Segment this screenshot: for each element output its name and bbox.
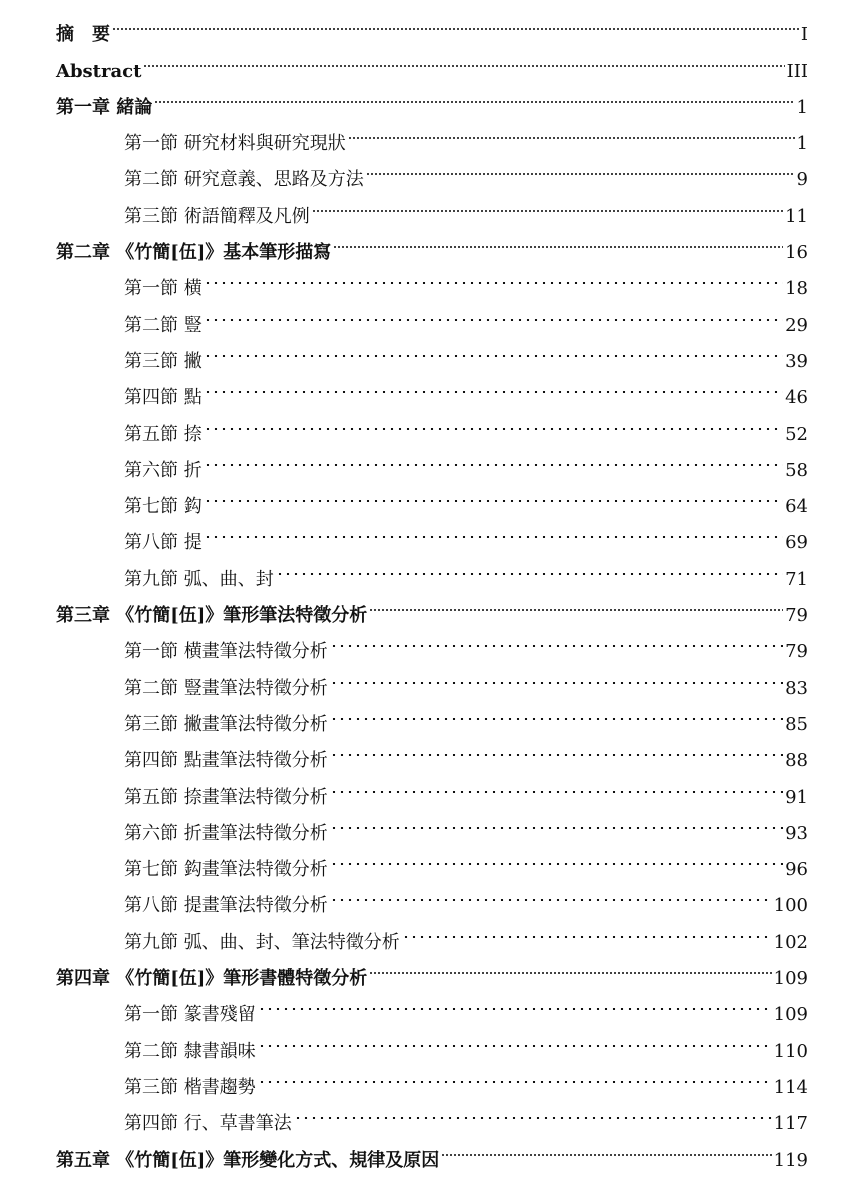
toc-entry[interactable] — [56, 585, 808, 627]
toc-entry[interactable] — [56, 77, 808, 118]
toc-entry-page: 102 — [773, 931, 808, 953]
toc-entry[interactable] — [56, 548, 808, 590]
dot-leader — [333, 222, 783, 258]
toc-entry[interactable] — [56, 1129, 808, 1171]
toc-entry[interactable] — [56, 4, 808, 46]
toc-entry-page: 1 — [796, 96, 808, 118]
toc-entry-title: 第三章 《竹簡[伍]》筆形筆法特徵分析 — [56, 605, 368, 627]
toc-entry[interactable] — [56, 149, 808, 191]
dot-leader — [143, 40, 784, 76]
toc-entry-title: 第一節 篆書殘留 — [124, 1004, 256, 1026]
toc-entry-title: 第二章 《竹簡[伍]》基本筆形描寫 — [56, 242, 332, 264]
toc-entry-title: 摘 要 — [56, 24, 110, 46]
toc-entry-page: 109 — [773, 968, 808, 990]
toc-entry-title: 第二節 研究意義、思路及方法 — [124, 169, 364, 191]
toc-entry-page: 39 — [785, 350, 808, 372]
toc-entry[interactable] — [56, 621, 808, 663]
toc-entry-title: 第三節 術語簡釋及凡例 — [124, 205, 310, 227]
toc-entry-page: 83 — [785, 677, 808, 699]
toc-entry[interactable] — [56, 1093, 808, 1135]
toc-entry-page: 16 — [785, 242, 808, 264]
dot-leader — [330, 766, 783, 802]
toc-entry-title: 第二節 豎 — [124, 314, 202, 336]
toc-entry[interactable] — [56, 113, 808, 155]
dot-leader — [330, 839, 783, 875]
toc-entry-page: 18 — [785, 278, 808, 300]
toc-entry-title: 第三節 楷書趨勢 — [124, 1076, 256, 1098]
toc-entry[interactable] — [56, 657, 808, 699]
toc-entry-title: 第四章 《竹簡[伍]》筆形書體特徵分析 — [56, 968, 368, 990]
toc-entry-page: 96 — [785, 859, 808, 881]
dot-leader — [312, 185, 783, 221]
dot-leader — [258, 1020, 772, 1056]
dot-leader — [441, 1129, 771, 1165]
dot-leader — [330, 621, 783, 657]
dot-leader — [204, 367, 783, 403]
toc-entry-page: 71 — [785, 568, 808, 590]
toc-entry-page: 88 — [785, 750, 808, 772]
dot-leader — [330, 803, 783, 839]
dot-leader — [258, 984, 772, 1020]
toc-entry-title: 第一章 緒論 — [56, 96, 153, 118]
toc-entry[interactable] — [56, 984, 808, 1026]
toc-entry-title: 第三節 撇 — [124, 350, 202, 372]
dot-leader — [204, 258, 783, 294]
toc-entry-page: 85 — [785, 713, 808, 735]
dot-leader — [330, 730, 783, 766]
toc-entry-title: 第八節 提 — [124, 532, 202, 554]
toc-entry[interactable] — [56, 440, 808, 481]
toc-entry[interactable] — [56, 1020, 808, 1062]
toc-entry-page: I — [800, 24, 808, 46]
toc-entry-title: 第四節 點畫筆法特徵分析 — [124, 750, 328, 772]
dot-leader — [330, 694, 783, 730]
dot-leader — [276, 548, 783, 584]
toc-entry-page: 79 — [785, 605, 808, 627]
toc-entry-title: 第二節 豎畫筆法特徵分析 — [124, 677, 328, 699]
toc-entry-page: 1 — [796, 133, 808, 155]
dot-leader — [204, 403, 783, 439]
toc-entry[interactable] — [56, 512, 808, 554]
dot-leader — [330, 657, 783, 693]
toc-entry-page: 91 — [785, 786, 808, 808]
toc-entry-page: 79 — [785, 641, 808, 663]
toc-entry-title: 第五節 捺 — [124, 423, 202, 445]
toc-entry-page: III — [786, 60, 808, 82]
toc-entry-page: 64 — [785, 496, 808, 518]
toc-entry-title: 第六節 折畫筆法特徵分析 — [124, 822, 328, 844]
toc-entry[interactable] — [56, 839, 808, 881]
toc-entry-page: 100 — [773, 895, 808, 917]
toc-entry-title: 第六節 折 — [124, 459, 202, 481]
toc-entry-page: 69 — [785, 532, 808, 554]
toc-entry-title: 第七節 鈎畫筆法特徵分析 — [124, 859, 328, 881]
toc-entry[interactable] — [56, 948, 808, 990]
toc-entry[interactable] — [56, 911, 808, 953]
toc-entry[interactable] — [56, 258, 808, 300]
toc-entry-page: 29 — [785, 314, 808, 336]
toc-entry-page: 109 — [773, 1004, 808, 1026]
toc-entry[interactable] — [56, 222, 808, 264]
toc-entry-title: 第四節 點 — [124, 387, 202, 409]
dot-leader — [369, 585, 783, 621]
dot-leader — [112, 4, 799, 40]
toc-entry[interactable] — [56, 1057, 808, 1098]
toc-entry-page: 110 — [773, 1040, 808, 1062]
dot-leader — [258, 1057, 772, 1093]
table-of-contents — [56, 4, 808, 1171]
toc-entry-page: 117 — [773, 1113, 808, 1135]
toc-entry[interactable] — [56, 40, 808, 82]
toc-entry-title: 第一節 横 — [124, 278, 202, 300]
dot-leader — [366, 149, 795, 185]
toc-entry-page: 93 — [785, 822, 808, 844]
dot-leader — [330, 875, 772, 911]
toc-entry-title: 第二節 隸書韻味 — [124, 1040, 256, 1062]
toc-entry[interactable] — [56, 403, 808, 445]
toc-entry-title: 第九節 弧、曲、封 — [124, 568, 274, 590]
toc-entry[interactable] — [56, 331, 808, 372]
toc-entry-page: 119 — [773, 1149, 808, 1171]
toc-entry-title: 第五章 《竹簡[伍]》筆形變化方式、規律及原因 — [56, 1149, 440, 1171]
toc-entry[interactable] — [56, 766, 808, 808]
toc-entry[interactable] — [56, 803, 808, 844]
toc-entry[interactable] — [56, 294, 808, 336]
toc-entry-title: 第一節 研究材料與研究現狀 — [124, 133, 346, 155]
toc-entry[interactable] — [56, 185, 808, 227]
toc-entry-title: 第九節 弧、曲、封、筆法特徵分析 — [124, 931, 400, 953]
toc-entry-page: 11 — [785, 205, 808, 227]
dot-leader — [294, 1093, 772, 1129]
toc-entry[interactable] — [56, 367, 808, 409]
toc-entry-title: 第八節 提畫筆法特徵分析 — [124, 895, 328, 917]
toc-entry-title: 第七節 鈎 — [124, 496, 202, 518]
dot-leader — [348, 113, 795, 149]
dot-leader — [402, 911, 772, 947]
toc-entry[interactable] — [56, 730, 808, 772]
dot-leader — [204, 294, 783, 330]
dot-leader — [204, 476, 783, 512]
toc-entry-page: 46 — [785, 387, 808, 409]
dot-leader — [154, 77, 794, 113]
toc-entry[interactable] — [56, 875, 808, 917]
toc-entry-title: 第四節 行、草書筆法 — [124, 1113, 292, 1135]
toc-entry-page: 58 — [785, 459, 808, 481]
dot-leader — [204, 512, 783, 548]
toc-entry-page: 52 — [785, 423, 808, 445]
toc-entry-page: 9 — [796, 169, 808, 191]
toc-entry-title: 第一節 横畫筆法特徵分析 — [124, 641, 328, 663]
dot-leader — [204, 440, 783, 476]
toc-entry[interactable] — [56, 694, 808, 735]
toc-entry-page: 114 — [773, 1076, 808, 1098]
toc-entry-title: 第三節 撇畫筆法特徵分析 — [124, 713, 328, 735]
toc-entry[interactable] — [56, 476, 808, 518]
toc-entry-title: 第五節 捺畫筆法特徵分析 — [124, 786, 328, 808]
toc-entry-title: Abstract — [56, 60, 142, 82]
dot-leader — [369, 948, 771, 984]
dot-leader — [204, 331, 783, 367]
